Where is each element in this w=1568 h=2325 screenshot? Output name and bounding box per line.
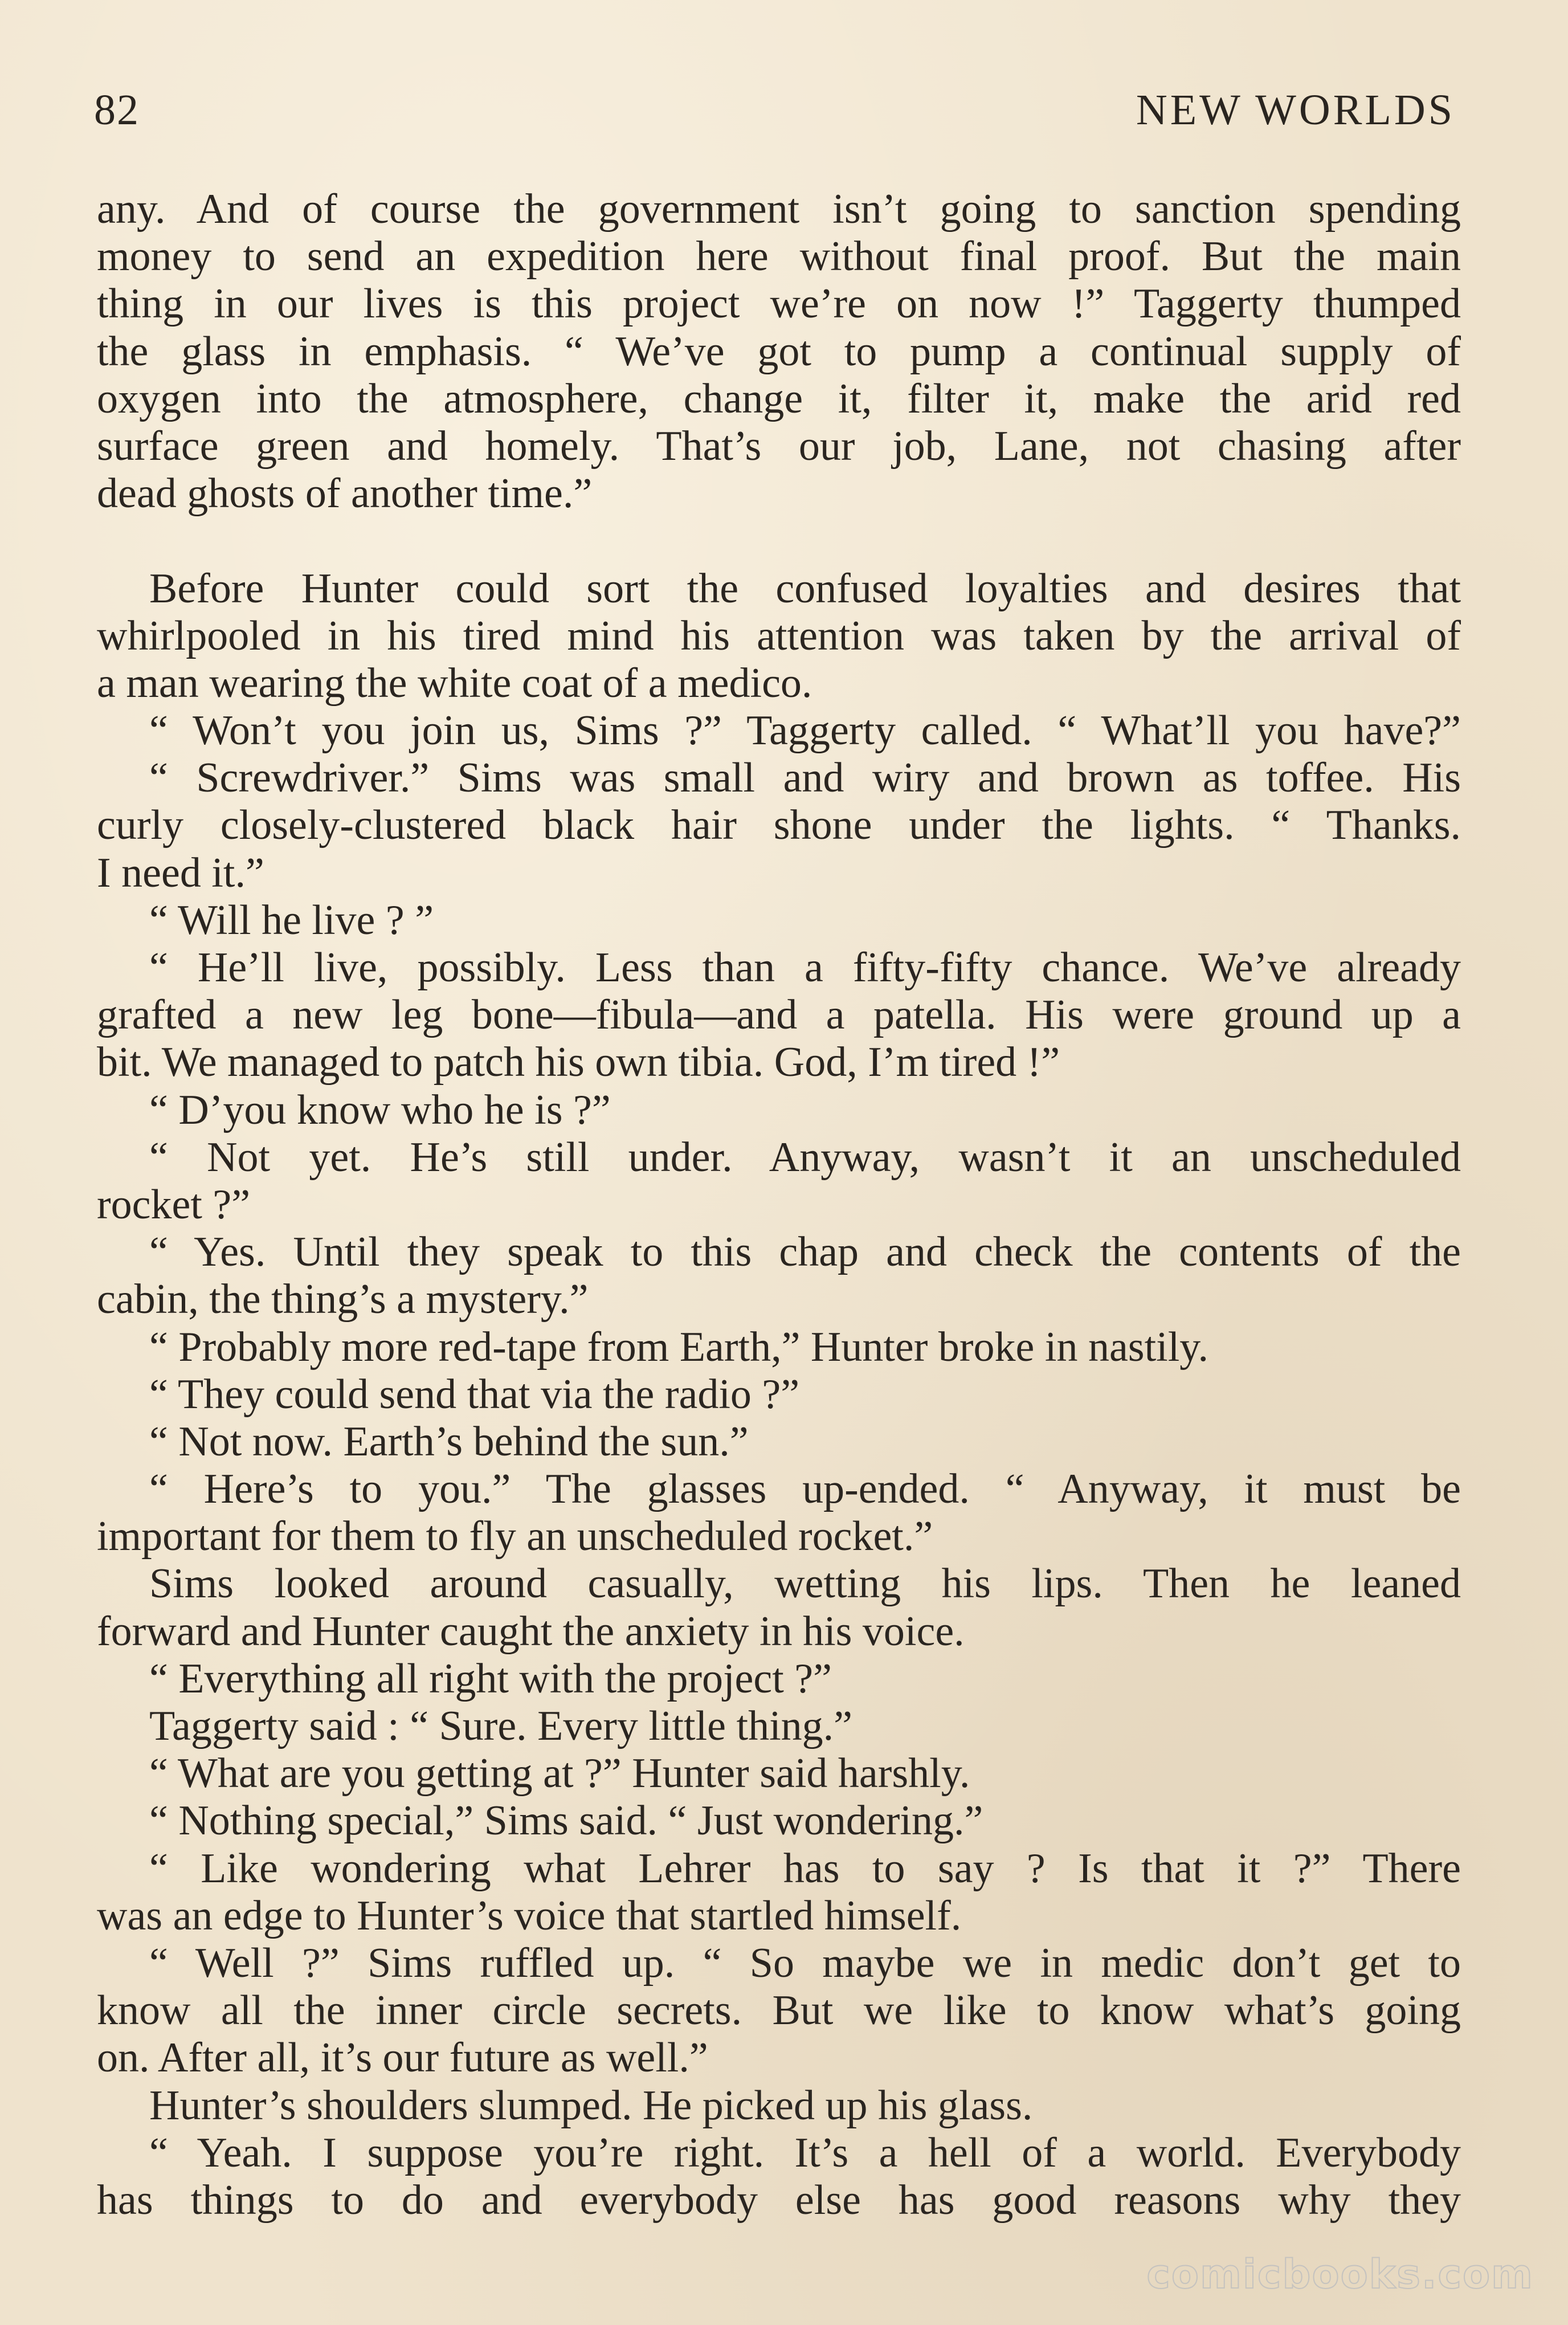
text-line: was an edge to Hunter’s voice that startled himself. <box>97 1892 962 1939</box>
text-line: “ What are you getting at ?” Hunter said harshly. <box>149 1750 970 1797</box>
text-line: Taggerty said : “ Sure. Every little thing.” <box>149 1703 852 1749</box>
text-line: forward and Hunter caught the anxiety in his voice. <box>97 1608 965 1655</box>
text-line: surface green and homely. That’s our job, Lane, not chasing after <box>97 422 1461 470</box>
text-line: Hunter’s shoulders slumped. He picked up his glass. <box>149 2082 1033 2129</box>
text-line: “ Everything all right with the project ?” <box>149 1655 832 1702</box>
watermark: comicbooks.com <box>1146 2251 1534 2298</box>
text-line: “ Screwdriver.” Sims was small and wiry and brown as toffee. His <box>149 754 1461 802</box>
text-line: “ Won’t you join us, Sims ?” Taggerty called. “ What’ll you have?” <box>149 707 1461 754</box>
text-line: curly closely-clustered black hair shone under the lights. “ Thanks. <box>97 802 1461 849</box>
text-line: a man wearing the white coat of a medico. <box>97 659 812 707</box>
text-line: bit. We managed to patch his own tibia. God, I’m tired !” <box>97 1039 1060 1086</box>
text-line: rocket ?” <box>97 1181 251 1228</box>
text-line: on. After all, it’s our future as well.” <box>97 2034 708 2082</box>
text-line: thing in our lives is this project we’re on now !” Taggerty thumped <box>97 280 1461 328</box>
text-line: “ They could send that via the radio ?” <box>149 1370 800 1418</box>
text-line: grafted a new leg bone—fibula—and a patella. His were ground up a <box>97 992 1461 1039</box>
text-line: “ Nothing special,” Sims said. “ Just wondering.” <box>149 1797 983 1845</box>
text-line: cabin, the thing’s a mystery.” <box>97 1276 589 1323</box>
body-text <box>97 186 1461 2224</box>
running-head: NEW WORLDS <box>1136 86 1455 134</box>
text-line: know all the inner circle secrets. But we like to know what’s going <box>97 1987 1461 2034</box>
text-line: has things to do and everybody else has good reasons why they <box>97 2176 1461 2224</box>
text-line: whirlpooled in his tired mind his attention was taken by the arrival of <box>97 612 1461 659</box>
text-line: “ Yes. Until they speak to this chap and check the contents of the <box>149 1229 1461 1276</box>
text-line: “ Not yet. He’s still under. Anyway, wasn’t it an unscheduled <box>149 1133 1461 1181</box>
text-line: money to send an expedition here without final proof. But the main <box>97 233 1461 280</box>
text-line: oxygen into the atmosphere, change it, filter it, make the arid red <box>97 375 1461 422</box>
text-line: “ D’you know who he is ?” <box>149 1086 611 1133</box>
text-line: important for them to fly an unscheduled rocket.” <box>97 1513 933 1560</box>
text-line: the glass in emphasis. “ We’ve got to pump a continual supply of <box>97 328 1461 375</box>
text-line: Sims looked around casually, wetting his lips. Then he leaned <box>149 1560 1461 1608</box>
page-number: 82 <box>94 86 140 134</box>
text-line: “ Will he live ? ” <box>149 896 434 944</box>
text-line: “ Here’s to you.” The glasses up-ended. “ Anyway, it must be <box>149 1466 1461 1513</box>
text-line: any. And of course the government isn’t going to sanction spending <box>97 186 1461 232</box>
text-line: “ He’ll live, possibly. Less than a fifty-fifty chance. We’ve already <box>149 944 1461 991</box>
text-line: I need it.” <box>97 849 264 896</box>
text-line: Before Hunter could sort the confused loyalties and desires that <box>149 565 1461 612</box>
text-line: “ Like wondering what Lehrer has to say ? Is that it ?” There <box>149 1845 1461 1892</box>
text-line: dead ghosts of another time.” <box>97 470 593 517</box>
text-line: “ Well ?” Sims ruffled up. “ So maybe we in medic don’t get to <box>149 1939 1461 1987</box>
text-line: “ Not now. Earth’s behind the sun.” <box>149 1418 749 1465</box>
paragraph-break <box>97 517 1461 565</box>
page-header <box>94 85 1455 137</box>
text-line: “ Yeah. I suppose you’re right. It’s a hell of a world. Everybody <box>149 2129 1461 2176</box>
text-line: “ Probably more red-tape from Earth,” Hunter broke in nastily. <box>149 1323 1208 1370</box>
